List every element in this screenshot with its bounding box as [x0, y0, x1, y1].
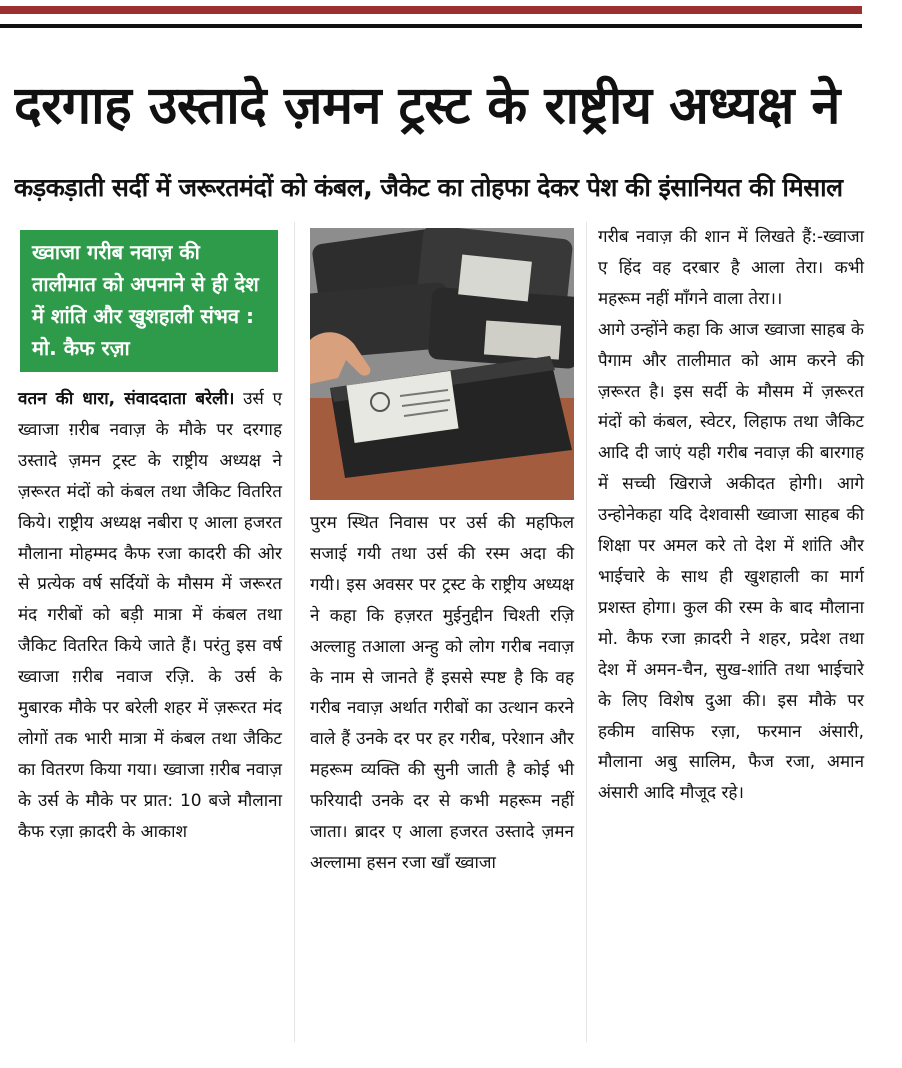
masthead-rule-black	[0, 24, 862, 28]
article-column-3	[598, 222, 864, 809]
article-column-1	[18, 384, 282, 848]
headline: दरगाह उस्तादे ज़मन ट्रस्ट के राष्ट्रीय अध्यक्ष ने	[14, 76, 840, 136]
news-photo-blanket-bundles	[310, 228, 574, 500]
column-1-body: उर्स ए ख्वाजा ग़रीब नवाज़ के मौके पर दरगाह उस्तादे ज़मन ट्रस्ट के राष्ट्रीय अध्यक्ष ने ज़रूरत मंदों को कंबल तथा जैकिट वितरित किये। राष्ट्रीय अध्यक्ष नबीरा ए आला हजरत मौलाना मोहम्मद कैफ रजा कादरी की ओर से प्रत्येक वर्ष सर्दियों के मौसम में जरूरत मंद गरीबों को बड़ी मात्रा में कंबल तथा जैकिट वितरित किये जाते हैं। परंतु इस वर्ष ख्वाजा ग़रीब नवाज रज़ि. के उर्स के मुबारक मौके पर बरेली शहर में ज़रूरत मंद लोगों तक भारी मात्रा में कंबल तथा जैकिट का वितरण किया गया। ख्वाजा ग़रीब नवाज़ के उर्स के मौके पर प्रात: 10 बजे मौलाना कैफ रज़ा क़ादरी के आकाश	[18, 389, 282, 842]
pull-quote: ख्वाजा गरीब नवाज़ की तालीमात को अपनाने से ही देश में शांति और खुशहाली संभव : मो. कैफ रज़ा	[20, 230, 278, 372]
article-column-2	[310, 508, 574, 879]
column-3-paragraph-1: गरीब नवाज़ की शान में लिखते हैं:-ख्वाजा ए हिंद वह दरबार है आला तेरा। कभी महरूम नहीं माँगने वाला तेरा।।	[598, 227, 864, 309]
column-divider	[294, 222, 295, 1042]
column-divider	[586, 222, 587, 1042]
column-2-body: पुरम स्थित निवास पर उर्स की महफिल सजाई गयी तथा उर्स की रस्म अदा की गयी। इस अवसर पर ट्रस्ट के राष्ट्रीय अध्यक्ष ने कहा कि हज़रत मुईनुद्दीन चिश्ती रज़ि अल्लाहु तआला अन्हु को लोग गरीब नवाज़ के नाम से जानते हैं इससे स्पष्ट है कि वह गरीब नवाज़ अर्थात गरीबों का उत्थान करने वाले हैं उनके दर पर हर गरीब, परेशान और महरूम व्यक्ति की सुनी जाती है कोई भी फरियादी उनके दर से कभी महरूम नहीं जाता। ब्रादर ए आला हजरत उस्तादे ज़मन अल्लामा हसन रजा खाँ ख्वाजा	[310, 513, 574, 873]
byline: वतन की धारा, संवाददाता बरेली।	[18, 389, 235, 409]
column-3-paragraph-2: आगे उन्होंने कहा कि आज ख्वाजा साहब के पैगाम और तालीमात को आम करने की ज़रूरत है। इस सर्दी के मौसम में ज़रूरत मंदों को कंबल, स्वेटर, लिहाफ तथा जैकिट आदि दी जाएं यही गरीब नवाज़ की बारगाह में सच्ची खिराजे अकीदत होगी। आगे उन्होनेकहा यदि देशवासी ख्वाजा साहब की शिक्षा पर अमल करे तो देश में शांति और भाईचारे के साथ ही खुशहाली का मार्ग प्रशस्त होगा। कुल की रस्म के बाद मौलाना मो. कैफ रजा क़ादरी ने शहर, प्रदेश तथा देश में अमन-चैन, सुख-शांति तथा भाईचारे के लिए विशेष दुआ की। इस मौके पर हकीम वासिफ रज़ा, फरमान अंसारी, मौलाना अबु सालिम, फैज रजा, अमान अंसारी आदि मौजूद रहे।	[598, 319, 864, 804]
masthead-rule-red	[0, 6, 862, 14]
subheadline: कड़कड़ाती सर्दी में जरूरतमंदों को कंबल, जैकेट का तोहफा देकर पेश की इंसानियत की मिसाल	[14, 173, 843, 202]
